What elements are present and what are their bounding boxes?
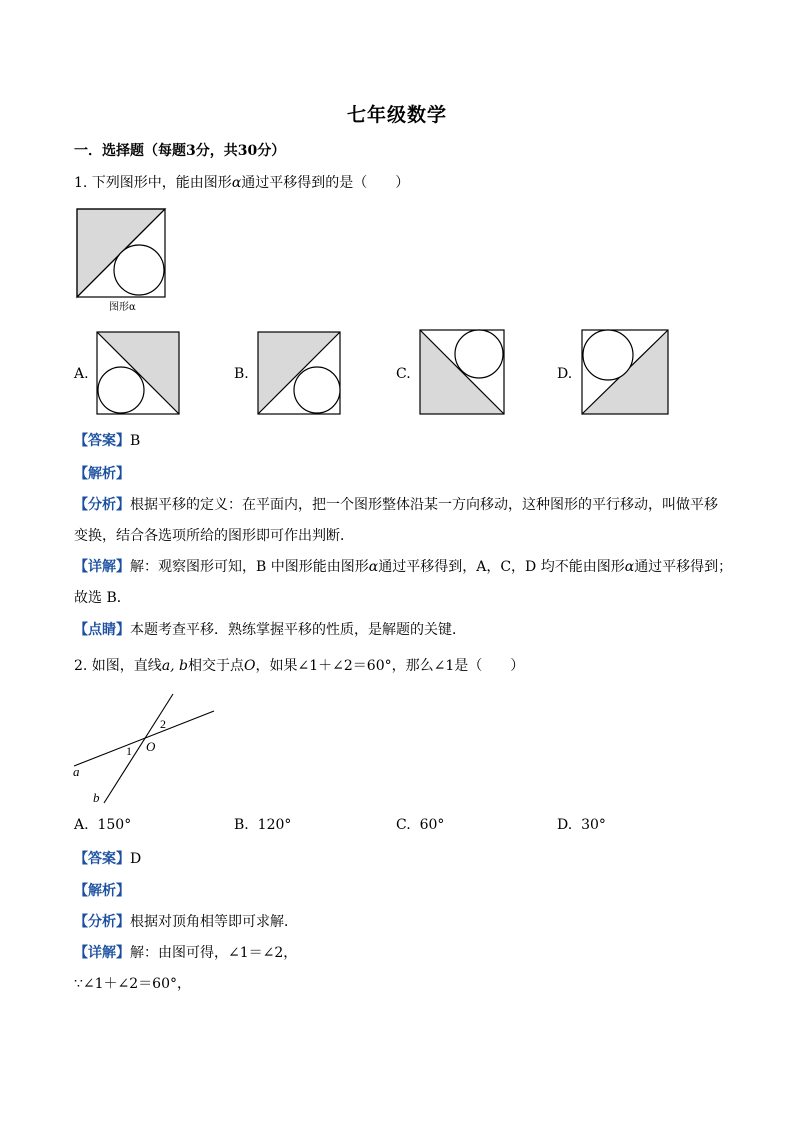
answer-value: D xyxy=(130,851,142,867)
comment-tag: 【点睛】 xyxy=(74,622,130,638)
q1-fenxi-line2: 变换，结合各选项所给的图形即可作出判断． xyxy=(74,528,354,544)
q2-stem-point: O xyxy=(244,658,256,674)
q1-stem-suffix: 通过平移得到的是（ ） xyxy=(241,175,410,191)
option-value: 150° xyxy=(97,817,132,833)
circle xyxy=(98,367,144,413)
q1-detail-line2: 故选 B． xyxy=(74,590,131,606)
option-letter: B. xyxy=(234,817,249,833)
q2-fenxi xyxy=(74,911,298,931)
circle xyxy=(114,245,164,295)
page-title: 七年级数学 xyxy=(346,104,447,126)
q2-option-c xyxy=(396,817,444,833)
circle xyxy=(294,367,340,413)
fenxi-tag: 【分析】 xyxy=(74,497,130,513)
q1-fenxi xyxy=(74,494,718,514)
line-b xyxy=(104,694,173,803)
comment-text: 本题考查平移．熟练掌握平移的性质，是解题的关键． xyxy=(130,622,466,638)
detail-tag: 【详解】 xyxy=(74,559,130,575)
line-a xyxy=(74,711,214,766)
option-letter: A. xyxy=(74,817,89,833)
option-value: 60° xyxy=(419,817,445,833)
answer-tag: 【答案】 xyxy=(74,433,130,449)
label-a: a xyxy=(73,764,80,779)
q1-option-c-figure xyxy=(420,330,504,414)
q1-option-b-label: B. xyxy=(234,366,249,382)
q1-option-a-label: A. xyxy=(74,366,89,382)
label-angle-1: 1 xyxy=(126,744,132,758)
label-o: O xyxy=(146,739,156,754)
fenxi-text-1: 根据平移的定义：在平面内，把一个图形整体沿某一方向移动，这种图形的平行移动，叫做平移 xyxy=(130,497,718,513)
q1-analysis-tag: 【解析】 xyxy=(74,466,130,482)
q2-stem-cond: ，如果∠1＋∠2＝60°，那么∠1是（ ） xyxy=(255,658,525,674)
q1-figure-caption: 图形α xyxy=(109,302,136,313)
q1-option-a-figure xyxy=(97,332,179,414)
q1-option-c-label: C. xyxy=(396,366,411,382)
detail-var2: α xyxy=(624,559,635,575)
option-letter: D. xyxy=(557,817,573,833)
q2-stem-vars: a, b xyxy=(161,658,189,674)
q2-stem-prefix: 2. 如图，直线 xyxy=(74,658,162,674)
q1-answer xyxy=(74,430,140,450)
detail-text: 解：由图可得，∠1＝∠2， xyxy=(130,945,298,961)
q1-detail xyxy=(74,556,732,576)
detail-part1: 解：观察图形可知，B 中图形能由图形 xyxy=(130,559,369,575)
q2-detail-line2: ∵∠1＋∠2＝60°， xyxy=(74,976,191,992)
q1-option-d-figure xyxy=(582,330,668,414)
option-letter: C. xyxy=(396,817,411,833)
q1-option-d-label: D. xyxy=(557,366,573,382)
option-value: 30° xyxy=(581,817,606,833)
section-heading: 一．选择题（每题3分，共30分） xyxy=(74,143,286,159)
q1-stem-prefix: 1. 下列图形中，能由图形 xyxy=(74,175,232,191)
detail-tag: 【详解】 xyxy=(74,945,130,961)
label-angle-2: 2 xyxy=(160,717,166,731)
q1-figure-alpha xyxy=(77,209,165,297)
fenxi-text: 根据对顶角相等即可求解． xyxy=(130,914,298,930)
q2-analysis-tag: 【解析】 xyxy=(74,883,130,899)
q1-option-b-figure xyxy=(258,332,340,414)
q2-detail xyxy=(74,942,297,962)
q2-option-a xyxy=(74,817,131,833)
circle xyxy=(455,330,503,378)
q2-option-b xyxy=(234,817,291,833)
answer-value: B xyxy=(130,433,141,449)
label-b: b xyxy=(93,790,100,805)
q2-stem xyxy=(74,655,524,675)
q1-stem-var: α xyxy=(231,175,242,191)
q1-stem xyxy=(74,172,409,192)
q1-comment xyxy=(74,619,466,639)
q2-option-d xyxy=(557,817,606,833)
answer-tag: 【答案】 xyxy=(74,851,130,867)
fenxi-tag: 【分析】 xyxy=(74,914,130,930)
option-value: 120° xyxy=(257,817,292,833)
detail-part3: 通过平移得到； xyxy=(634,559,733,575)
q2-stem-mid: 相交于点 xyxy=(188,658,245,674)
circle xyxy=(583,330,633,380)
q2-figure xyxy=(70,688,220,808)
q2-answer xyxy=(74,848,141,868)
detail-part2: 通过平移得到，A，C，D 均不能由图形 xyxy=(378,559,625,575)
detail-var1: α xyxy=(368,559,379,575)
